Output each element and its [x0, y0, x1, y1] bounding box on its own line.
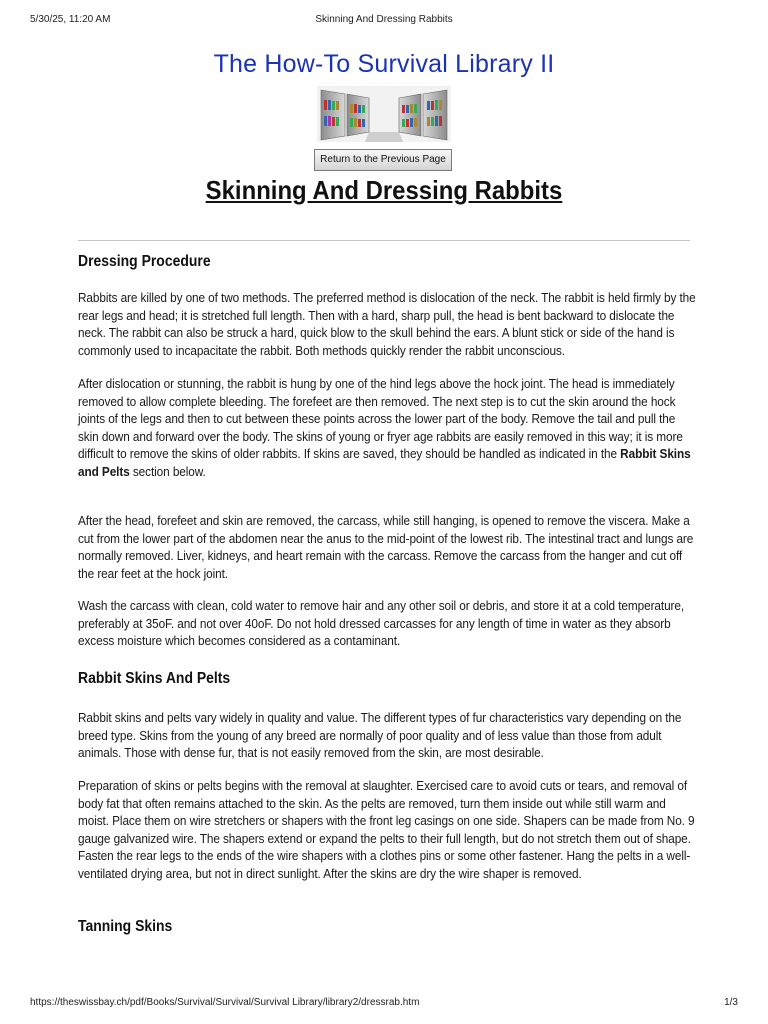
- paragraph-dressing-1: Rabbits are killed by one of two methods. The preferred method is dislocation of the neck. The rabbit is held firmly by the rear legs and head; it is stretched full length. Then with a hard, sharp pull, the head is bent backward to dislocate the neck. The rabbit can also be struck a hard, quick blow to the skull behind the ears. A blunt stick or side of the hand is commonly used to incapacitate the rabbit. Both methods quickly render the rabbit unconscious.: [78, 291, 696, 358]
- print-page-number: 1/3: [724, 997, 738, 1008]
- print-header: [30, 14, 738, 28]
- heading-dressing-procedure: Dressing Procedure: [78, 253, 211, 270]
- return-previous-page-button[interactable]: Return to the Previous Page: [314, 149, 452, 171]
- page-title: Skinning And Dressing Rabbits: [205, 175, 563, 205]
- print-url: https://theswissbay.ch/pdf/Books/Survival/Survival/Survival Library/library2/dressrab.htm: [30, 997, 420, 1008]
- site-title: The How-To Survival Library II: [213, 50, 555, 78]
- paragraph-dressing-2-tail: section below.: [129, 464, 206, 479]
- library-shelves-icon: [317, 86, 451, 142]
- paragraph-dressing-2-text: After dislocation or stunning, the rabbit is hung by one of the hind legs above the hock joint. The head is immediately removed to allow complete bleeding. The forefeet are then removed. The next step is to cut the skin around the hock joints of the legs and then to cut between these points across the lower part of the body. Remove the tail and pull the skin down and forward over the body. The skins of young or fryer age rabbits are easily removed in this way; it is more difficult to remove the skins of older rabbits. If skins are saved, they should be handled as indicated in the: [78, 377, 683, 461]
- heading-rabbit-skins-pelts: Rabbit Skins And Pelts: [78, 670, 231, 687]
- print-footer: [30, 997, 738, 1011]
- paragraph-skins-2: Preparation of skins or pelts begins with the removal at slaughter. Exercised care to avoid cuts or tears, and removal of body fat that often remains attached to the skin. As the pelts are removed, turn them inside out while still warm and moist. Place them on wire stretchers or shapers with the front leg casings on one side. Shapers can be made from No. 9 gauge galvanized wire. The shapers extend or expand the pelts to their full length, but do not stretch them out of shape. Fasten the rear legs to the ends of the wire shapers with a clothes pins or some other fastener. Hang the pelts in a well-ventilated drying area, but not in direct sunlight. After the skins are dry the wire shaper is removed.: [78, 779, 695, 881]
- rabbit-skins-pelts-reference: Rabbit Skins and Pelts: [78, 447, 691, 479]
- divider: [78, 240, 690, 241]
- print-doc-title: Skinning And Dressing Rabbits: [315, 14, 453, 25]
- print-datetime: 5/30/25, 11:20 AM: [30, 14, 111, 25]
- heading-tanning-skins: Tanning Skins: [78, 918, 173, 935]
- paragraph-dressing-4: Wash the carcass with clean, cold water to remove hair and any other soil or debris, and store it at a cold temperature, preferably at 35oF. and not over 40oF. Do not hold dressed carcasses for any length of time in water as they absorb excess moisture which becomes considered as a contaminant.: [78, 599, 685, 648]
- paragraph-dressing-2: [78, 376, 698, 481]
- paragraph-skins-1: Rabbit skins and pelts vary widely in quality and value. The different types of fur characteristics vary depending on the breed type. Skins from the young of any breed are normally of poor quality and of less value than those from adult animals. Those with dense fur, that is not easily removed from the skin, are most desirable.: [78, 711, 682, 760]
- paragraph-dressing-3: After the head, forefeet and skin are removed, the carcass, while still hanging, is opened to remove the viscera. Make a cut from the lower part of the abdomen near the anus to the mid-point of the lowest rib. The intestinal tract and lungs are normally removed. Liver, kidneys, and heart remain with the carcass. Remove the carcass from the hanger and cut off the rear feet at the hock joint.: [78, 514, 694, 581]
